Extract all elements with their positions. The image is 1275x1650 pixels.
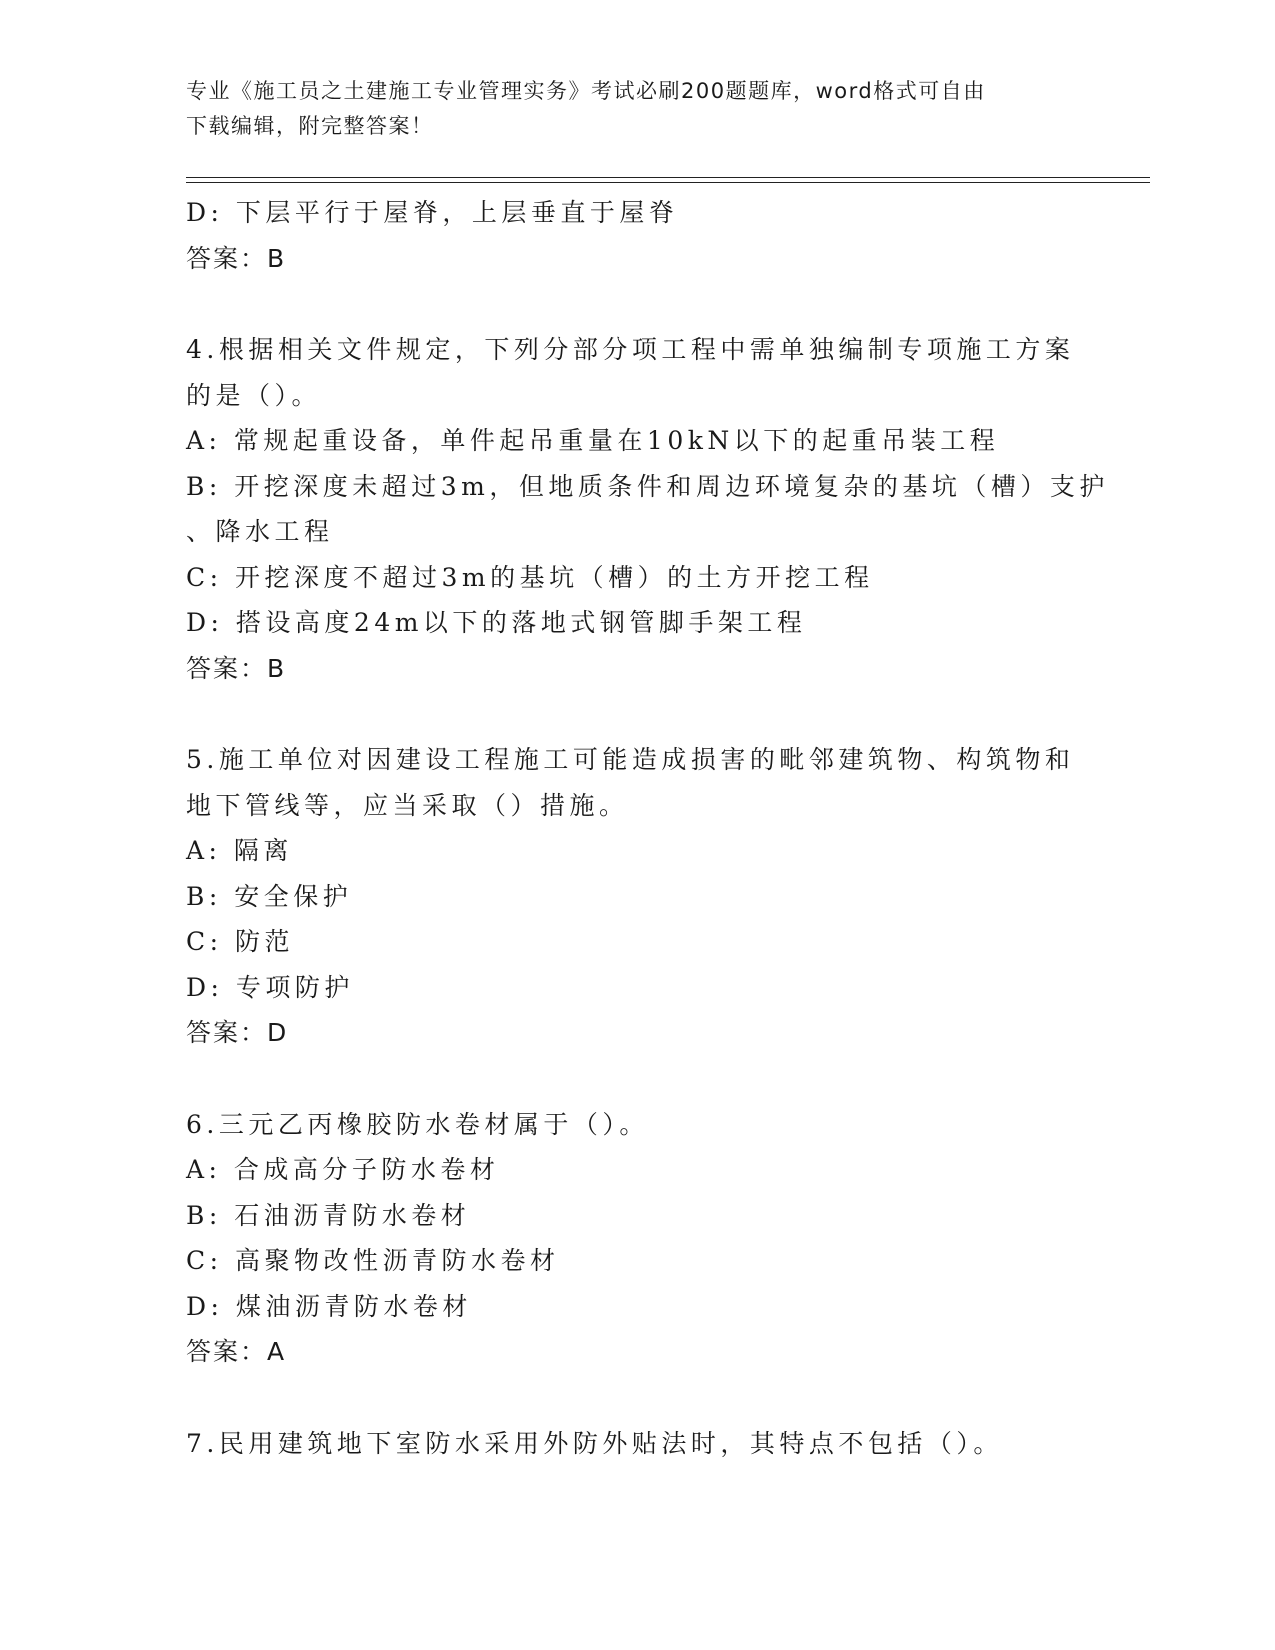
header-rule-top	[186, 177, 1150, 178]
question-stem-cont: 地下管线等，应当采取（）措施。	[186, 790, 629, 820]
option-a: A: 隔离	[186, 836, 293, 865]
question-6	[186, 1102, 1086, 1375]
question-stem: 5.施工单位对因建设工程施工可能造成损害的毗邻建筑物、构筑物和	[186, 745, 1075, 774]
option-d: D: 下层平行于屋脊，上层垂直于屋脊	[186, 198, 679, 227]
option-b-cont: 、降水工程	[186, 517, 334, 546]
header-line-2: 下载编辑，附完整答案！	[186, 114, 434, 138]
question-stem-cont: 的是（）。	[186, 380, 322, 410]
page-header	[186, 74, 1066, 144]
question-stem: 4.根据相关文件规定，下列分部分项工程中需单独编制专项施工方案	[186, 335, 1075, 364]
question-7	[186, 1421, 1086, 1467]
question-5	[186, 737, 1086, 1056]
answer-line: 答案：D	[186, 1018, 289, 1047]
question-content	[186, 190, 1109, 1466]
prev-question-tail	[186, 190, 1086, 281]
option-d: D: 专项防护	[186, 972, 354, 1002]
option-d: D: 搭设高度24m以下的落地式钢管脚手架工程	[186, 608, 807, 637]
spacer	[186, 1056, 1086, 1102]
option-b: B: 安全保护	[186, 881, 353, 911]
option-b: B: 开挖深度未超过3m，但地质条件和周边环境复杂的基坑（槽）支护	[186, 471, 1109, 501]
option-a: A: 常规起重设备，单件起吊重量在10kN以下的起重吊装工程	[186, 426, 1000, 455]
option-c: C: 高聚物改性沥青防水卷材	[186, 1246, 560, 1275]
answer-line: 答案：B	[186, 243, 287, 273]
option-a: A: 合成高分子防水卷材	[186, 1155, 500, 1184]
answer-line: 答案：B	[186, 653, 287, 683]
option-c: C: 防范	[186, 927, 294, 956]
spacer	[186, 691, 1086, 737]
answer-line: 答案：A	[186, 1337, 287, 1366]
question-4	[186, 327, 1109, 691]
question-stem: 7.民用建筑地下室防水采用外防外贴法时，其特点不包括（）。	[186, 1428, 1003, 1458]
option-c: C: 开挖深度不超过3m的基坑（槽）的土方开挖工程	[186, 562, 874, 592]
option-d: D: 煤油沥青防水卷材	[186, 1291, 472, 1321]
header-line-1: 专业《施工员之土建施工专业管理实务》考试必刷200题题库，word格式可自由	[186, 79, 986, 103]
header-rule-bottom	[186, 182, 1150, 183]
spacer	[186, 1375, 1086, 1421]
option-b: B: 石油沥青防水卷材	[186, 1200, 471, 1230]
question-stem: 6.三元乙丙橡胶防水卷材属于（）。	[186, 1109, 649, 1139]
spacer	[186, 281, 1086, 327]
